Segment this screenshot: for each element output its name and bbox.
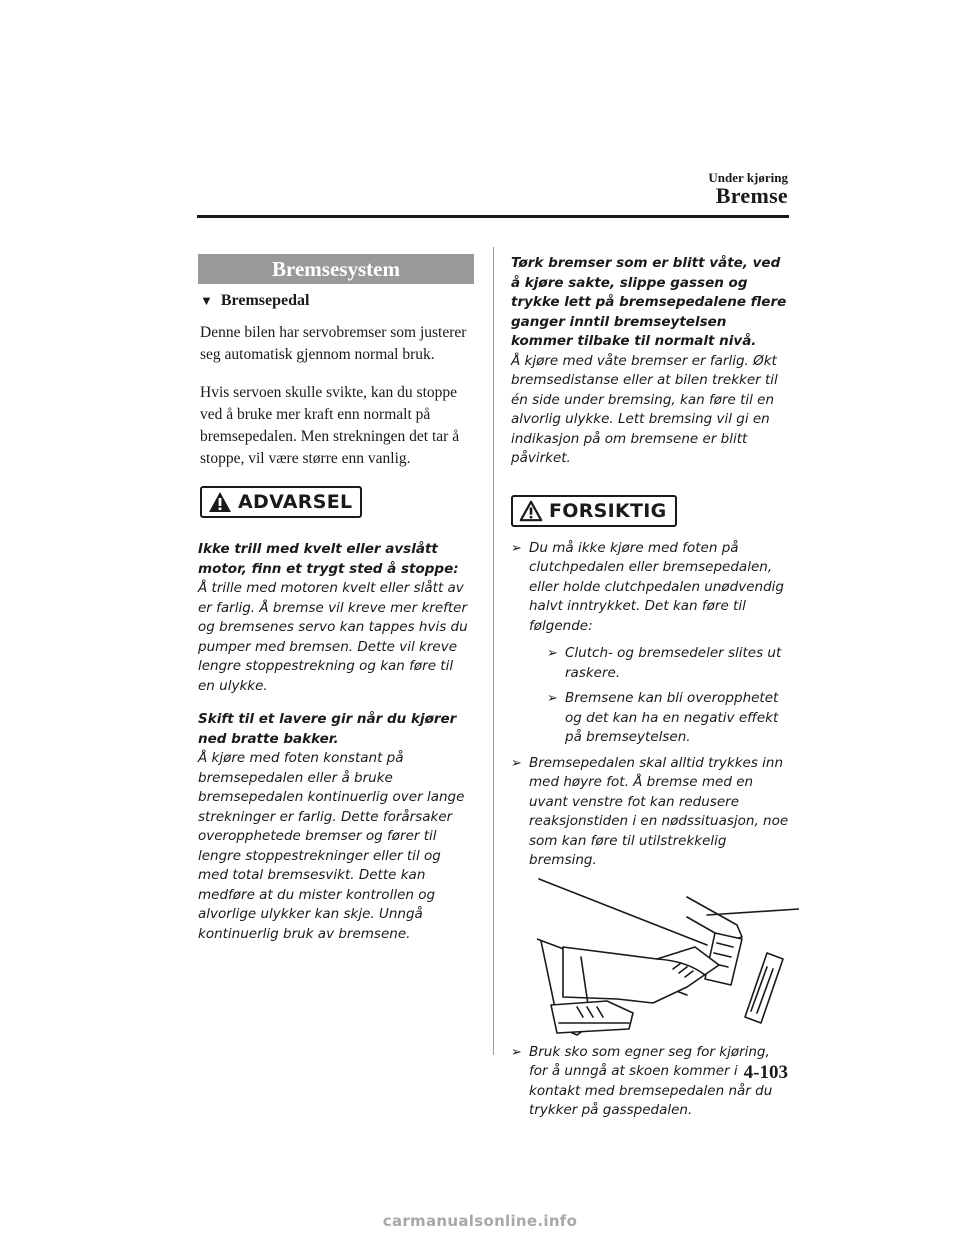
caution-badge [511,495,677,527]
warning-item-heading: Ikke trill med kvelt eller avslått motor, finn et trygt sted å stoppe: [198,541,459,577]
warning-item-text: Å kjøre med våte bremser er farlig. Økt bremsedistanse eller at bilen trekker til én side under bremsing, kan føre til en alvorlig ulykke. Lett bremsing vil gi en indikasjon på om bremsene er blitt påvirket. [511,352,778,466]
column-divider [493,247,494,1055]
list-item [511,754,791,871]
triangle-down-icon: ▼ [200,293,213,308]
warning-item-text: Å kjøre med foten konstant på bremsepedalen eller å bruke bremsepedalen kontinuerlig over lange strekninger er farlig. Dette forårsaker overopphetede bremser og fører til lengre stoppestrekninger eller til og med total bremsesvikt. Dette kan medføre at du mister kontrollen og alvorlige ulykker kan skje. Unngå kontinuerlig bruk av bremsene. [198,750,465,942]
bullet-arrow-icon: ➢ [547,646,558,661]
subsection-title: Bremsepedal [220,292,310,309]
list-item [547,689,791,748]
intro-paragraph: Hvis servoen skulle svikte, kan du stoppe ved å bruke mer kraft enn normalt på bremsepedalen. Men strekningen det tar å stoppe, vil være større enn vanlig. [200,384,460,467]
right-column [511,254,791,1127]
caution-list [511,539,791,871]
warning-triangle-icon [519,500,543,522]
watermark: carmanualsonline.info [382,1212,578,1230]
caution-bullet-text: Clutch- og bremsedeler slites ut raskere. [565,645,782,681]
section-title: Bremsesystem [198,254,474,284]
caution-label: FORSIKTIG [549,499,667,522]
header-rule [197,215,789,218]
header-title: Bremse [715,183,788,208]
page-number: 4-103 [743,1062,788,1083]
warning-triangle-icon [208,491,232,513]
list-item [547,644,791,683]
warning-item-text: Å trille med motoren kvelt eller slått av er farlig. Å bremse vil kreve mer krefter og bremsenes servo kan tappes hvis du pumper med bremsen. Dette vil kreve lengre stoppestrekning og kan føre til en ulykke. [198,580,468,694]
caution-sublist [547,644,791,748]
caution-bullet-text: Bremsepedalen skal alltid trykkes inn med høyre fot. Å bremse med en uvant venstre fot kan redusere reaksjonstiden i en nødssituasjon, noe som kan føre til utilstrekkelig bremsing. [529,754,789,868]
warning-item-heading: Skift til et lavere gir når du kjører ned bratte bakker. [198,711,457,747]
intro-paragraph: Denne bilen har servobremser som justerer seg automatisk gjennom normal bruk. [200,324,467,363]
bullet-arrow-icon: ➢ [511,755,522,771]
left-column [198,254,474,958]
caution-bullet-text: Bremsene kan bli overopphetet og det kan ha en negativ effekt på bremseytelsen. [565,690,779,745]
warning-label: ADVARSEL [238,491,353,513]
list-item [511,539,791,748]
subsection-heading [200,292,474,310]
bullet-arrow-icon: ➢ [511,540,522,556]
pedal-illustration [537,877,799,1037]
bullet-arrow-icon: ➢ [547,691,558,706]
bullet-arrow-icon: ➢ [511,1044,522,1060]
warning-badge [200,486,362,518]
header-section-label: Under kjøring [708,170,788,185]
caution-bullet-text: Bruk sko som egner seg for kjøring, for å unngå at skoen kommer i kontakt med bremsepedalen når du trykker på gasspedalen. [529,1043,773,1118]
caution-bullet-text: Du må ikke kjøre med foten på clutchpedalen eller bremsepedalen, eller holde clutchpedalen unødvendig halvt inntrykket. Det kan føre til følgende: [529,539,784,634]
warning-item-heading: Tørk bremser som er blitt våte, ved å kjøre sakte, slippe gassen og trykke lett på bremsepedalene flere ganger inntil bremseytelsen kommer tilbake til normalt nivå. [511,255,787,349]
